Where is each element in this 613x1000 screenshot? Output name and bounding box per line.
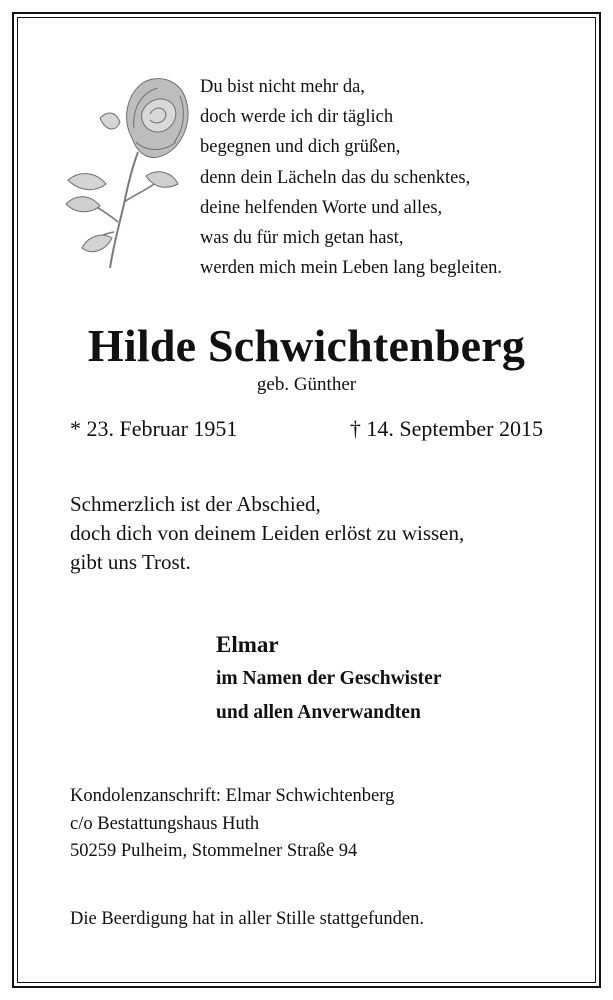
death-date: † 14. September 2015 xyxy=(349,416,543,441)
condolence-address xyxy=(70,783,394,866)
funeral-note: Die Beerdigung hat in aller Stille stattgefunden. xyxy=(70,909,424,929)
poem-line: begegnen und dich grüßen, xyxy=(200,137,401,158)
birth-name: geb. Günther xyxy=(256,374,357,395)
rose-icon xyxy=(62,72,192,272)
birth-date: * 23. Februar 1951 xyxy=(70,416,238,441)
poem-line: Du bist nicht mehr da, xyxy=(200,77,365,97)
poem-line: werden mich mein Leben lang begleiten. xyxy=(200,258,503,279)
farewell-line: gibt uns Trost. xyxy=(70,550,191,574)
poem-line: denn dein Lächeln das du schenktes, xyxy=(200,167,471,188)
signer-name: Elmar xyxy=(216,632,279,657)
farewell-text xyxy=(70,490,464,577)
poem-line: was du für mich getan hast, xyxy=(200,228,404,249)
deceased-name: Hilde Schwichtenberg xyxy=(87,320,526,371)
farewell-line: Schmerzlich ist der Abschied, xyxy=(70,492,321,516)
address-line: 50259 Pulheim, Stommelner Straße 94 xyxy=(70,841,358,861)
signer-line: im Namen der Geschwister xyxy=(216,668,442,689)
poem-line: doch werde ich dir täglich xyxy=(200,107,394,128)
farewell-line: doch dich von deinem Leiden erlöst zu wissen, xyxy=(70,521,465,545)
signer-block xyxy=(216,628,441,730)
poem-line: deine helfenden Worte und alles, xyxy=(200,197,443,218)
address-line: c/o Bestattungshaus Huth xyxy=(70,813,260,834)
address-line: Kondolenzanschrift: Elmar Schwichtenberg xyxy=(70,786,395,806)
poem xyxy=(200,72,560,283)
signer-line: und allen Anverwandten xyxy=(216,702,421,723)
